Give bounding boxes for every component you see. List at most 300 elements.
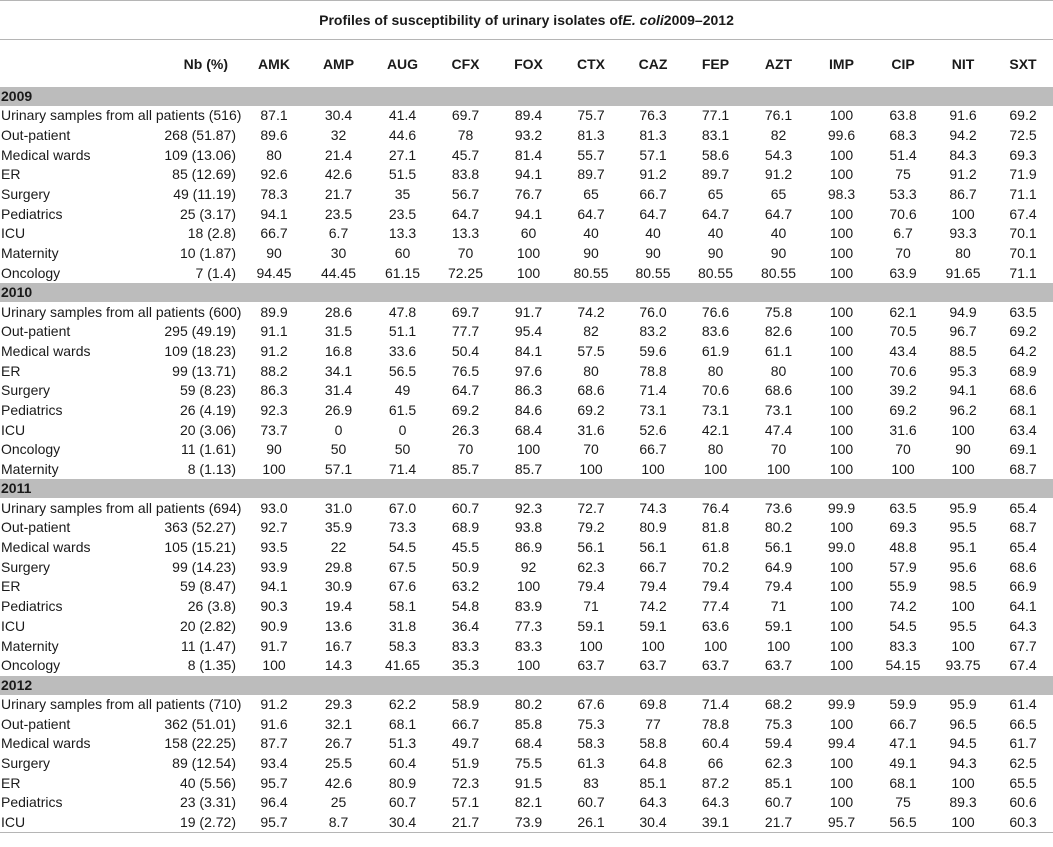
value-cell: 66.7 xyxy=(889,715,917,732)
row-label: Maternity xyxy=(1,461,59,478)
value-cell: 70.1 xyxy=(1009,225,1037,242)
value-cell: 77.1 xyxy=(701,107,730,124)
row-label: Urinary samples from all patients (710) xyxy=(1,695,242,712)
year-label: 2009 xyxy=(0,87,1053,106)
row-count: 362 (51.01) xyxy=(164,715,236,732)
value-cell: 35.3 xyxy=(451,657,480,674)
value-cell: 80.55 xyxy=(760,264,797,281)
value-cell: 100 xyxy=(891,461,915,478)
value-cell: 82 xyxy=(583,323,599,340)
value-cell: 81.3 xyxy=(577,127,605,144)
value-cell: 83.6 xyxy=(701,323,730,340)
value-cell: 65.5 xyxy=(1009,774,1037,791)
value-cell: 68.6 xyxy=(1009,558,1037,575)
value-cell: 50 xyxy=(394,441,411,458)
title-prefix: Profiles of susceptibility of urinary isolates of xyxy=(319,12,623,28)
value-cell: 60.7 xyxy=(577,794,605,811)
value-cell: 100 xyxy=(766,637,791,654)
value-cell: 65 xyxy=(583,186,599,203)
value-cell: 60.6 xyxy=(1009,794,1037,811)
value-cell: 91.5 xyxy=(514,774,543,791)
value-cell: 58.8 xyxy=(639,735,667,752)
header-nit: NIT xyxy=(951,55,975,72)
value-cell: 40 xyxy=(583,225,599,242)
row-label: Out-patient xyxy=(1,323,71,340)
value-cell: 95.5 xyxy=(949,617,977,634)
header-row xyxy=(0,40,1053,87)
value-cell: 83.3 xyxy=(451,637,480,654)
value-cell: 69.2 xyxy=(1009,323,1037,340)
value-cell: 64.3 xyxy=(701,794,730,811)
row-label: Urinary samples from all patients (516) xyxy=(1,107,242,124)
value-cell: 80 xyxy=(707,362,724,379)
value-cell: 80 xyxy=(266,146,282,163)
value-cell: 67.6 xyxy=(388,578,417,595)
value-cell: 93.9 xyxy=(260,558,288,575)
value-cell: 63.5 xyxy=(889,499,917,516)
value-cell: 67.5 xyxy=(388,558,417,575)
value-cell: 59.9 xyxy=(889,695,917,712)
value-cell: 89.9 xyxy=(260,303,288,320)
row-count: 10 (1.87) xyxy=(179,245,236,262)
value-cell: 95.4 xyxy=(514,323,543,340)
value-cell: 100 xyxy=(829,303,854,320)
value-cell: 56.1 xyxy=(764,539,793,556)
header-imp: IMP xyxy=(829,55,854,72)
value-cell: 91.7 xyxy=(260,637,288,654)
value-cell: 89.3 xyxy=(949,794,977,811)
value-cell: 60.4 xyxy=(388,754,417,771)
value-cell: 58.9 xyxy=(451,695,480,712)
table-row xyxy=(0,440,1053,460)
value-cell: 35 xyxy=(394,186,411,203)
row-count: 49 (11.19) xyxy=(173,186,236,203)
value-cell: 61.5 xyxy=(388,401,417,418)
value-cell: 71.4 xyxy=(388,461,417,478)
row-label: Pediatrics xyxy=(1,598,63,615)
row-label: ER xyxy=(1,774,21,791)
value-cell: 100 xyxy=(829,146,854,163)
value-cell: 95.3 xyxy=(949,362,977,379)
row-label: Surgery xyxy=(1,754,51,771)
value-cell: 100 xyxy=(829,519,854,536)
value-cell: 100 xyxy=(641,461,665,478)
row-count: 26 (4.19) xyxy=(179,401,236,418)
value-cell: 78.8 xyxy=(701,715,730,732)
row-count: 25 (3.17) xyxy=(179,205,236,222)
row-count: 99 (13.71) xyxy=(172,362,236,379)
value-cell: 71.4 xyxy=(639,382,667,399)
value-cell: 69.8 xyxy=(639,695,667,712)
value-cell: 100 xyxy=(829,382,854,399)
value-cell: 64.7 xyxy=(451,205,480,222)
value-cell: 100 xyxy=(829,225,854,242)
value-cell: 71.1 xyxy=(1009,186,1037,203)
row-label: Urinary samples from all patients (600) xyxy=(1,303,242,320)
value-cell: 50.9 xyxy=(451,558,480,575)
value-cell: 66.7 xyxy=(260,225,288,242)
value-cell: 68.9 xyxy=(451,519,480,536)
value-cell: 16.8 xyxy=(324,342,353,359)
value-cell: 21.7 xyxy=(324,186,353,203)
table-row xyxy=(0,126,1053,146)
value-cell: 81.4 xyxy=(514,146,543,163)
value-cell: 64.7 xyxy=(639,205,667,222)
value-cell: 23.5 xyxy=(324,205,353,222)
value-cell: 100 xyxy=(829,558,854,575)
value-cell: 100 xyxy=(641,637,665,654)
value-cell: 65.4 xyxy=(1009,499,1037,516)
value-cell: 86.7 xyxy=(949,186,977,203)
value-cell: 78.3 xyxy=(260,186,288,203)
value-cell: 69.7 xyxy=(451,107,480,124)
value-cell: 84.1 xyxy=(514,342,543,359)
table-row xyxy=(0,460,1053,480)
value-cell: 39.2 xyxy=(889,382,917,399)
value-cell: 73.3 xyxy=(388,519,417,536)
value-cell: 21.7 xyxy=(747,813,810,833)
value-cell: 30.9 xyxy=(324,578,353,595)
row-count: 18 (2.8) xyxy=(187,225,236,242)
value-cell: 69.3 xyxy=(1009,146,1037,163)
value-cell: 92 xyxy=(520,558,537,575)
value-cell: 49.7 xyxy=(451,735,480,752)
value-cell: 45.5 xyxy=(451,539,480,556)
value-cell: 95.9 xyxy=(949,695,977,712)
value-cell: 50 xyxy=(330,441,347,458)
value-cell: 75.7 xyxy=(577,107,605,124)
value-cell: 94.1 xyxy=(949,382,977,399)
row-label: Out-patient xyxy=(1,127,71,144)
value-cell: 57.1 xyxy=(639,146,667,163)
row-count: 8 (1.13) xyxy=(187,461,236,478)
value-cell: 91.6 xyxy=(260,715,288,732)
value-cell: 100 xyxy=(829,598,854,615)
value-cell: 13.3 xyxy=(451,225,480,242)
row-label: Medical wards xyxy=(1,342,91,359)
value-cell: 100 xyxy=(262,461,286,478)
value-cell: 60 xyxy=(394,245,411,262)
value-cell: 74.2 xyxy=(889,598,917,615)
value-cell: 100 xyxy=(951,205,975,222)
value-cell: 42.6 xyxy=(324,774,353,791)
value-cell: 65 xyxy=(707,186,724,203)
value-cell: 58.1 xyxy=(388,598,417,615)
value-cell: 93.3 xyxy=(949,225,977,242)
value-cell: 75.3 xyxy=(577,715,605,732)
value-cell: 93.0 xyxy=(260,499,288,516)
value-cell: 59.1 xyxy=(577,617,605,634)
value-cell: 60.4 xyxy=(701,735,730,752)
value-cell: 100 xyxy=(766,461,791,478)
value-cell: 57.9 xyxy=(889,558,917,575)
value-cell: 73.1 xyxy=(701,401,730,418)
value-cell: 62.2 xyxy=(388,695,417,712)
value-cell: 68.1 xyxy=(388,715,417,732)
header-ctx: CTX xyxy=(577,55,605,72)
value-cell: 89.4 xyxy=(514,107,543,124)
row-label: Medical wards xyxy=(1,146,91,163)
value-cell: 59.1 xyxy=(764,617,793,634)
value-cell: 64.1 xyxy=(1009,598,1037,615)
table-row xyxy=(0,813,1053,833)
value-cell: 79.2 xyxy=(577,519,605,536)
header-cip: CIP xyxy=(891,55,915,72)
value-cell: 100 xyxy=(829,362,854,379)
year-label: 2012 xyxy=(0,676,1053,695)
value-cell: 76.1 xyxy=(764,107,793,124)
value-cell: 54.3 xyxy=(764,146,793,163)
value-cell: 14.3 xyxy=(324,657,353,674)
row-label: Oncology xyxy=(1,657,61,674)
value-cell: 87.1 xyxy=(260,107,288,124)
header-nb: Nb (%) xyxy=(183,55,228,72)
value-cell: 94.1 xyxy=(514,166,543,183)
value-cell: 49 xyxy=(394,382,411,399)
value-cell: 61.8 xyxy=(701,539,730,556)
value-cell: 90 xyxy=(707,245,724,262)
value-cell: 30.4 xyxy=(622,813,684,833)
value-cell: 69.2 xyxy=(1009,107,1037,124)
value-cell: 100 xyxy=(516,578,541,595)
value-cell: 79.4 xyxy=(639,578,667,595)
value-cell: 83.1 xyxy=(701,127,730,144)
value-cell: 13.6 xyxy=(324,617,353,634)
value-cell: 70.6 xyxy=(889,205,917,222)
year-row xyxy=(0,479,1053,498)
value-cell: 94.1 xyxy=(514,205,543,222)
value-cell: 100 xyxy=(829,323,854,340)
value-cell: 27.1 xyxy=(388,146,417,163)
value-cell: 51.3 xyxy=(388,735,417,752)
value-cell: 100 xyxy=(829,774,854,791)
value-cell: 60.7 xyxy=(764,794,793,811)
value-cell: 100 xyxy=(579,637,603,654)
value-cell: 31.8 xyxy=(388,617,417,634)
value-cell: 100 xyxy=(829,461,854,478)
year-label: 2011 xyxy=(0,479,1053,498)
header-label xyxy=(0,40,140,87)
value-cell: 76.7 xyxy=(514,186,543,203)
table-row xyxy=(0,636,1053,656)
value-cell: 95.7 xyxy=(260,774,288,791)
table-row xyxy=(0,518,1053,538)
value-cell: 69.2 xyxy=(889,401,917,418)
value-cell: 73.1 xyxy=(639,401,667,418)
row-label: Maternity xyxy=(1,245,59,262)
value-cell: 22 xyxy=(330,539,347,556)
value-cell: 53.3 xyxy=(889,186,917,203)
value-cell: 89.7 xyxy=(701,166,730,183)
row-label: Medical wards xyxy=(1,539,91,556)
value-cell: 30.4 xyxy=(371,813,434,833)
value-cell: 42.1 xyxy=(701,421,730,438)
row-count: 40 (5.56) xyxy=(179,774,236,791)
value-cell: 56.5 xyxy=(388,362,417,379)
value-cell: 57.1 xyxy=(451,794,480,811)
value-cell: 86.9 xyxy=(514,539,543,556)
row-label: Surgery xyxy=(1,558,51,575)
table-row xyxy=(0,656,1053,676)
row-count: 7 (1.4) xyxy=(195,264,236,281)
row-count: 23 (3.31) xyxy=(179,794,236,811)
value-cell: 63.7 xyxy=(639,657,667,674)
row-count: 99 (14.23) xyxy=(172,558,236,575)
value-cell: 99.6 xyxy=(827,127,856,144)
value-cell: 95.9 xyxy=(949,499,977,516)
value-cell: 31.6 xyxy=(889,421,917,438)
value-cell: 90 xyxy=(645,245,661,262)
value-cell: 90.3 xyxy=(260,598,288,615)
value-cell: 51.1 xyxy=(388,323,417,340)
value-cell: 94.5 xyxy=(949,735,977,752)
value-cell: 91.2 xyxy=(260,695,288,712)
value-cell: 68.3 xyxy=(889,127,917,144)
value-cell: 65.4 xyxy=(1009,539,1037,556)
value-cell: 100 xyxy=(516,657,541,674)
table-row xyxy=(0,577,1053,597)
row-count: 109 (18.23) xyxy=(164,342,236,359)
value-cell: 100 xyxy=(829,401,854,418)
value-cell: 77.7 xyxy=(451,323,480,340)
table-row xyxy=(0,695,1053,715)
value-cell: 70.2 xyxy=(701,558,730,575)
value-cell: 26.1 xyxy=(560,813,622,833)
row-count: 8 (1.35) xyxy=(187,657,236,674)
value-cell: 55.7 xyxy=(577,146,605,163)
value-cell: 79.4 xyxy=(577,578,605,595)
table-row xyxy=(0,342,1053,362)
value-cell: 100 xyxy=(703,461,728,478)
value-cell: 0 xyxy=(398,421,407,438)
value-cell: 8.7 xyxy=(306,813,371,833)
value-cell: 40 xyxy=(707,225,724,242)
value-cell: 100 xyxy=(516,245,541,262)
value-cell: 90 xyxy=(266,441,282,458)
value-cell: 43.4 xyxy=(889,342,917,359)
value-cell: 100 xyxy=(829,245,854,262)
value-cell: 70.1 xyxy=(1009,245,1037,262)
value-cell: 80.9 xyxy=(639,519,667,536)
value-cell: 89.7 xyxy=(577,166,605,183)
value-cell: 80 xyxy=(583,362,599,379)
table-body xyxy=(0,87,1053,833)
table-row xyxy=(0,754,1053,774)
value-cell: 83.8 xyxy=(451,166,480,183)
value-cell: 70.5 xyxy=(889,323,917,340)
table-row xyxy=(0,597,1053,617)
value-cell: 80 xyxy=(707,441,724,458)
table-row xyxy=(0,538,1053,558)
row-label: Oncology xyxy=(1,264,61,281)
value-cell: 68.1 xyxy=(1009,401,1037,418)
value-cell: 90 xyxy=(770,245,787,262)
value-cell: 76.5 xyxy=(451,362,480,379)
value-cell: 91.2 xyxy=(764,166,793,183)
value-cell: 68.4 xyxy=(514,421,543,438)
value-cell: 63.9 xyxy=(889,264,917,281)
value-cell: 100 xyxy=(951,421,975,438)
value-cell: 85.7 xyxy=(514,461,543,478)
value-cell: 62.1 xyxy=(889,303,917,320)
header-aug: AUG xyxy=(386,55,419,72)
value-cell: 68.4 xyxy=(514,735,543,752)
value-cell: 62.5 xyxy=(1009,754,1037,771)
value-cell: 71 xyxy=(770,598,787,615)
value-cell: 100 xyxy=(829,421,854,438)
row-label: Out-patient xyxy=(1,519,71,536)
header-cfx: CFX xyxy=(451,55,480,72)
row-count: 11 (1.47) xyxy=(181,637,236,654)
value-cell: 75 xyxy=(895,794,911,811)
row-label: ER xyxy=(1,578,21,595)
value-cell: 56.5 xyxy=(873,813,933,833)
table-row xyxy=(0,420,1053,440)
row-label: Pediatrics xyxy=(1,794,63,811)
value-cell: 80.55 xyxy=(573,264,609,281)
row-count: 85 (12.69) xyxy=(172,166,236,183)
value-cell: 41.65 xyxy=(384,657,421,674)
value-cell: 99.0 xyxy=(827,539,856,556)
value-cell: 82.1 xyxy=(514,794,543,811)
value-cell: 91.65 xyxy=(945,264,981,281)
row-label: ICU xyxy=(1,225,26,242)
table-title xyxy=(0,0,1053,40)
value-cell: 68.9 xyxy=(1009,362,1037,379)
value-cell: 64.9 xyxy=(764,558,793,575)
value-cell: 31.6 xyxy=(577,421,605,438)
value-cell: 91.6 xyxy=(949,107,977,124)
row-count: 20 (2.82) xyxy=(179,617,236,634)
value-cell: 69.2 xyxy=(577,401,605,418)
value-cell: 68.7 xyxy=(1009,519,1037,536)
header-fep: FEP xyxy=(701,55,730,72)
value-cell: 80 xyxy=(955,245,971,262)
table-row xyxy=(0,773,1053,793)
table-row xyxy=(0,793,1053,813)
value-cell: 68.7 xyxy=(1009,461,1037,478)
value-cell: 34.1 xyxy=(324,362,353,379)
value-cell: 70.6 xyxy=(701,382,730,399)
value-cell: 75.5 xyxy=(514,754,543,771)
value-cell: 99.4 xyxy=(827,735,856,752)
table-row xyxy=(0,204,1053,224)
value-cell: 74.2 xyxy=(577,303,605,320)
value-cell: 51.4 xyxy=(889,146,917,163)
value-cell: 66.7 xyxy=(639,441,667,458)
value-cell: 92.3 xyxy=(260,401,288,418)
row-count: 363 (52.27) xyxy=(164,519,236,536)
value-cell: 100 xyxy=(516,441,541,458)
value-cell: 86.3 xyxy=(514,382,543,399)
value-cell: 75 xyxy=(895,166,911,183)
value-cell: 77.3 xyxy=(514,617,543,634)
value-cell: 72.7 xyxy=(577,499,605,516)
value-cell: 100 xyxy=(829,441,854,458)
value-cell: 61.1 xyxy=(764,342,793,359)
value-cell: 80.2 xyxy=(514,695,543,712)
value-cell: 68.6 xyxy=(764,382,793,399)
value-cell: 26.3 xyxy=(451,421,480,438)
table-row xyxy=(0,714,1053,734)
value-cell: 66.7 xyxy=(639,186,667,203)
row-count: 26 (3.8) xyxy=(187,598,236,615)
value-cell: 95.7 xyxy=(810,813,873,833)
value-cell: 77 xyxy=(645,715,661,732)
value-cell: 49.1 xyxy=(889,754,917,771)
header-amp: AMP xyxy=(322,55,355,72)
value-cell: 100 xyxy=(516,264,541,281)
